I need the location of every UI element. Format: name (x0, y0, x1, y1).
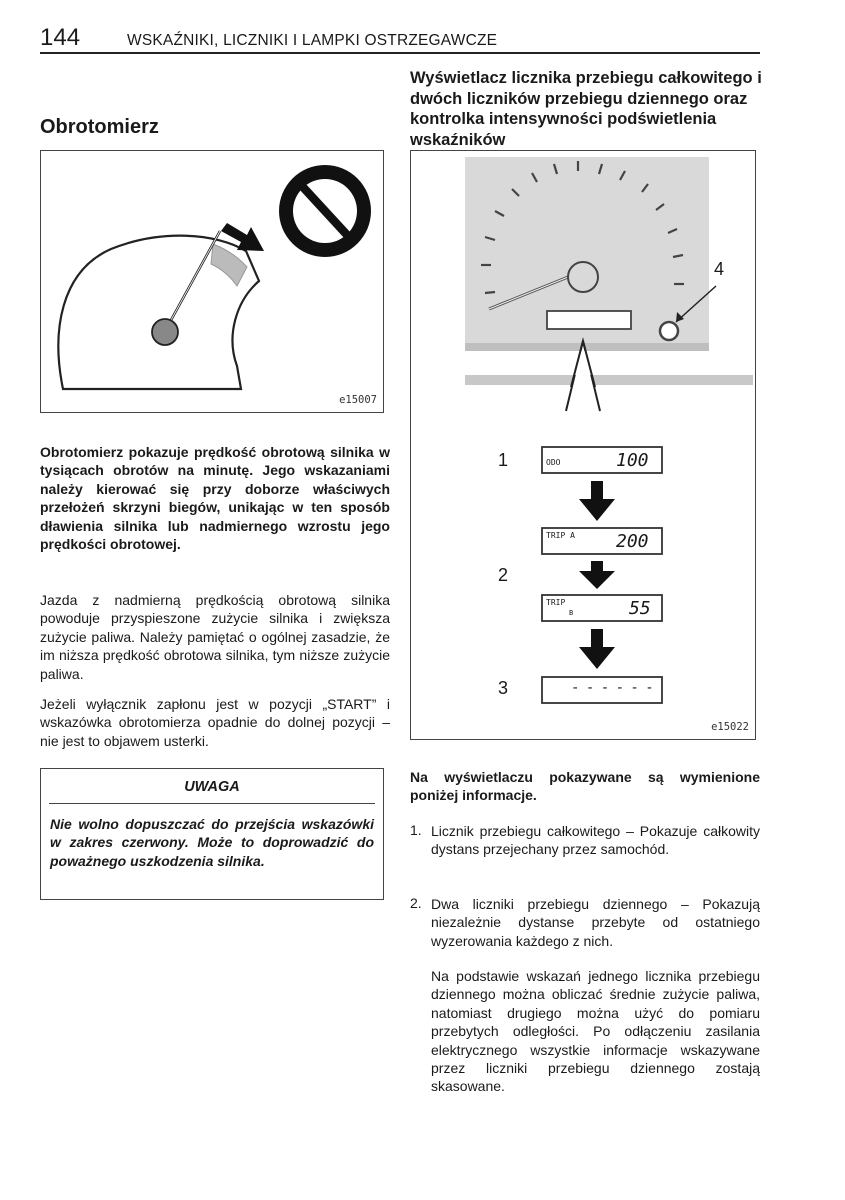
tachometer-paragraph-2: Jeżeli wyłącznik zapłonu jest w pozycji „START” i wskazówka obrotomierza opadnie do dolnej pozycji – nie jest to objawem usterki. (40, 696, 390, 749)
tachometer-illustration (41, 151, 382, 411)
figure-code: e15007 (339, 394, 377, 406)
trip-b-subtag: B (569, 609, 574, 617)
list-item-number: 2. (410, 895, 422, 911)
list-item-text: Licznik przebiegu całkowitego – Pokazuje całkowity dystans przejechany przez samochód. (431, 823, 760, 858)
warning-divider (49, 803, 375, 804)
trip-a-value: 200 (616, 531, 649, 552)
tachometer-heading: Obrotomierz (40, 116, 159, 138)
page-number: 144 (40, 24, 81, 51)
warning-title: UWAGA (184, 779, 240, 795)
display-heading: Wyświetlacz licznika przebiegu całkowitego i dwóch liczników przebiegu dziennego oraz kontrolka intensywności podświetlenia wskaźników (410, 69, 762, 149)
step-3-label: 3 (498, 678, 509, 698)
list-item-extra-paragraph: Na podstawie wskazań jednego licznika przebiegu dziennego można obliczać średnie zużycie paliwa, natomiast drugiego można użyć do pomiaru przebytych odległości. Po odłączeniu zasilania elektrycznego wszystkie informacje wskazywane przez liczniki przebiegu dziennego zostają skasowane. (431, 968, 760, 1095)
list-item-text: Dwa liczniki przebiegu dziennego – Pokazują niezależnie dystanse przebyte od ostatniego wyzerowania każdego z nich. (431, 896, 760, 949)
warning-text: Nie wolno dopuszczać do przejścia wskazówki w zakres czerwony. Może to doprowadzić do poważnego uszkodzenia silnika. (50, 816, 374, 869)
step-2-label: 2 (498, 565, 509, 585)
trip-b-value: 55 (629, 598, 651, 619)
trip-b-tag: TRIP (546, 598, 566, 607)
section-title: WSKAŹNIKI, LICZNIKI I LAMPKI OSTRZEGAWCZE (127, 32, 498, 49)
tachometer-paragraph-1: Jazda z nadmierną prędkością obrotową silnika powoduje przyspieszone zużycie silnika i zwiększa zużycie paliwa. Należy pamiętać o ogólnej zasadzie, że im niższa prędkość obrotowa silnika, tym niższe zużycie paliwa. (40, 592, 390, 682)
lamp-callout-number: 4 (714, 259, 725, 279)
odometer-figure (410, 150, 756, 740)
header-divider (40, 52, 760, 54)
list-item-number: 1. (410, 822, 422, 838)
figure-code: e15022 (711, 721, 749, 733)
odo-value: 100 (616, 450, 649, 471)
odometer-illustration (411, 151, 754, 738)
tachometer-figure (40, 150, 384, 413)
tachometer-intro: Obrotomierz pokazuje prędkość obrotową silnika w tysiącach obrotów na minutę. Jego wskazaniami należy kierować się przy doborze właściwych przełożeń skrzyni biegów, unikając w ten sposób dławienia silnika lub nadmiernego wzrostu jego prędkości obrotowej. (40, 444, 390, 553)
trip-a-tag: TRIP A (546, 531, 575, 540)
odo-tag: ODO (546, 458, 561, 467)
brightness-display-value: - - - - - - (571, 680, 653, 696)
display-intro: Na wyświetlaczu pokazywane są wymienione poniżej informacje. (410, 769, 760, 804)
warning-box (40, 768, 384, 900)
step-1-label: 1 (498, 450, 509, 470)
